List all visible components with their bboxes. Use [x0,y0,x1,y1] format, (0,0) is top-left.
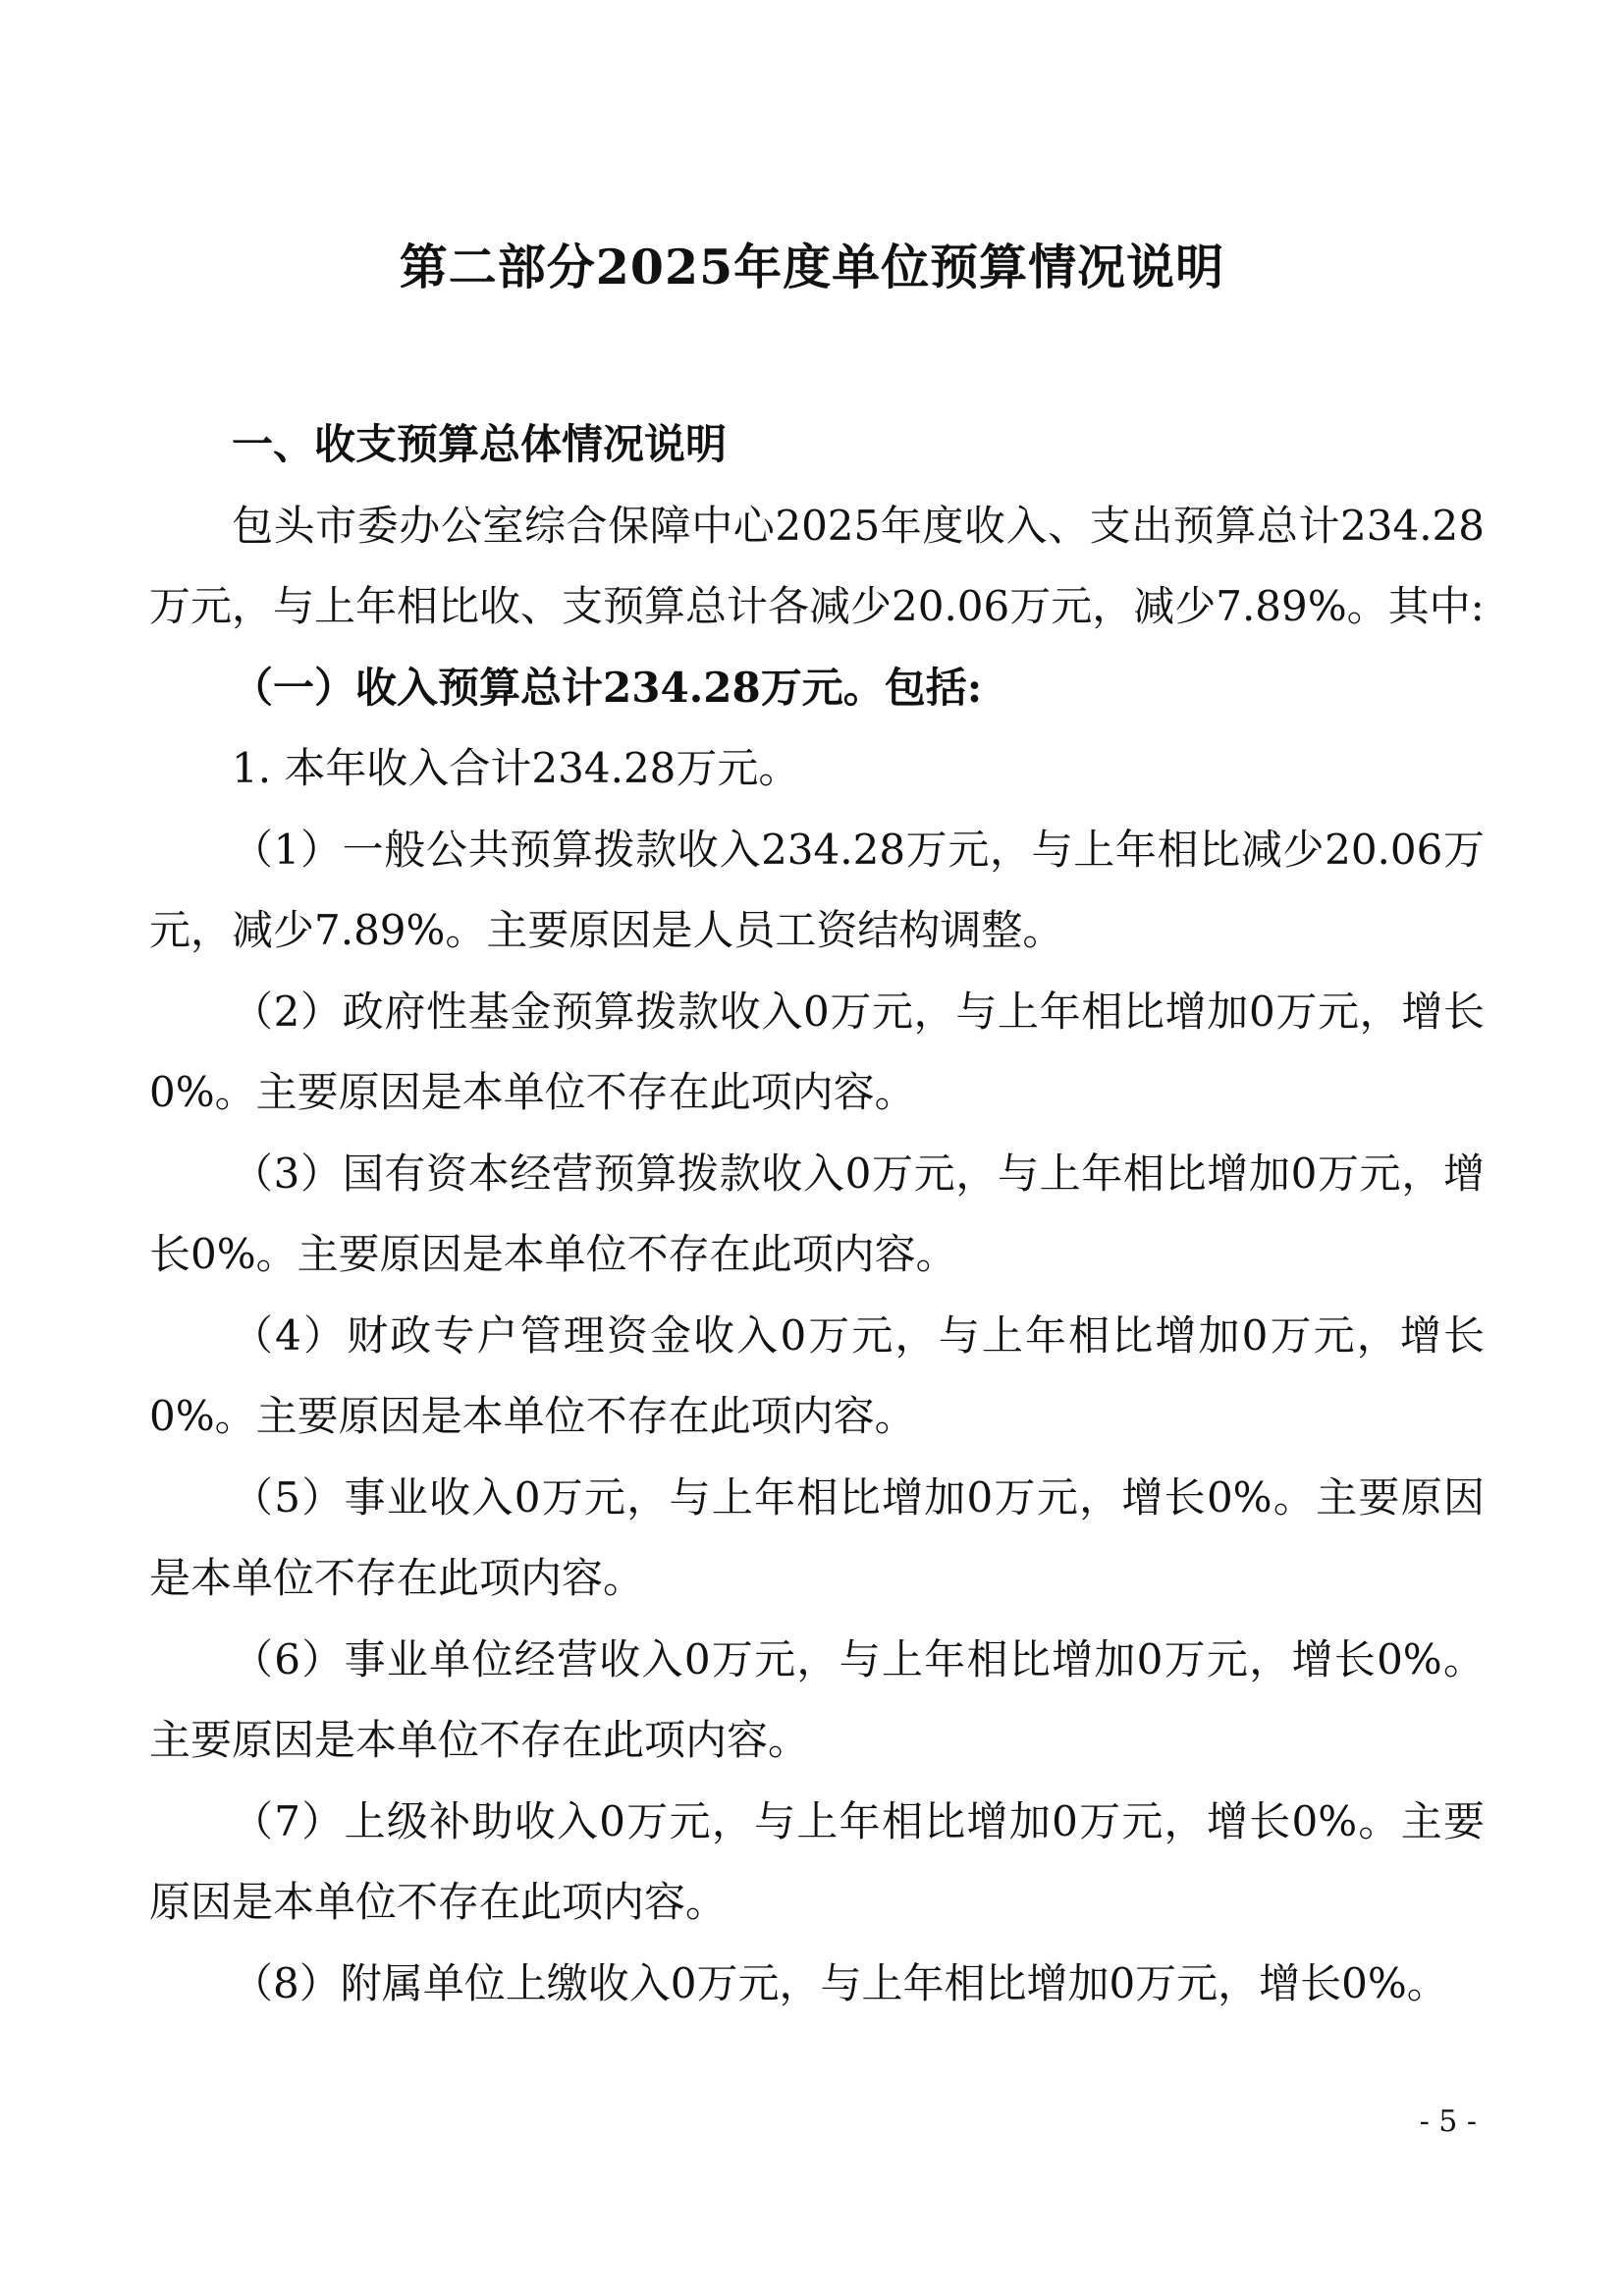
income-item-1-7: （7）上级补助收入0万元，与上年相比增加0万元，增长0%。主要原因是本单位不存在此项内容。 [149,1796,1485,1926]
income-item-1-5: （5）事业收入0万元，与上年相比增加0万元，增长0%。主要原因是本单位不存在此项内容。 [149,1472,1485,1602]
document-body [149,404,1485,2024]
income-item-1-1: （1）一般公共预算拨款收入234.28万元，与上年相比减少20.06万元，减少7.89%。主要原因是人员工资结构调整。 [149,825,1485,954]
income-heading: （一）收入预算总计234.28万元。包括: [232,663,983,712]
page-title: 第二部分2025年度单位预算情况说明 [399,239,1225,295]
section-heading: 一、收支预算总体情况说明 [232,420,728,468]
page-number: - 5 - [1419,2105,1477,2139]
intro-paragraph: 包头市委办公室综合保障中心2025年度收入、支出预算总计234.28万元，与上年相比收、支预算总计各减少20.06万元，减少7.89%。其中: [149,501,1485,630]
income-item-1-8: （8）附属单位上缴收入0万元，与上年相比增加0万元，增长0%。 [232,1958,1448,2007]
income-item-1-2: （2）政府性基金预算拨款收入0万元，与上年相比增加0万元，增长0%。主要原因是本单位不存在此项内容。 [149,987,1485,1116]
income-item-1-4: （4）财政专户管理资金收入0万元，与上年相比增加0万元，增长0%。主要原因是本单位不存在此项内容。 [149,1310,1485,1440]
income-item-1: 1. 本年收入合计234.28万元。 [232,744,800,792]
income-item-1-3: （3）国有资本经营预算拨款收入0万元，与上年相比增加0万元，增长0%。主要原因是本单位不存在此项内容。 [149,1148,1485,1278]
income-item-1-6: （6）事业单位经营收入0万元，与上年相比增加0万元，增长0%。主要原因是本单位不存在此项内容。 [149,1634,1485,1764]
